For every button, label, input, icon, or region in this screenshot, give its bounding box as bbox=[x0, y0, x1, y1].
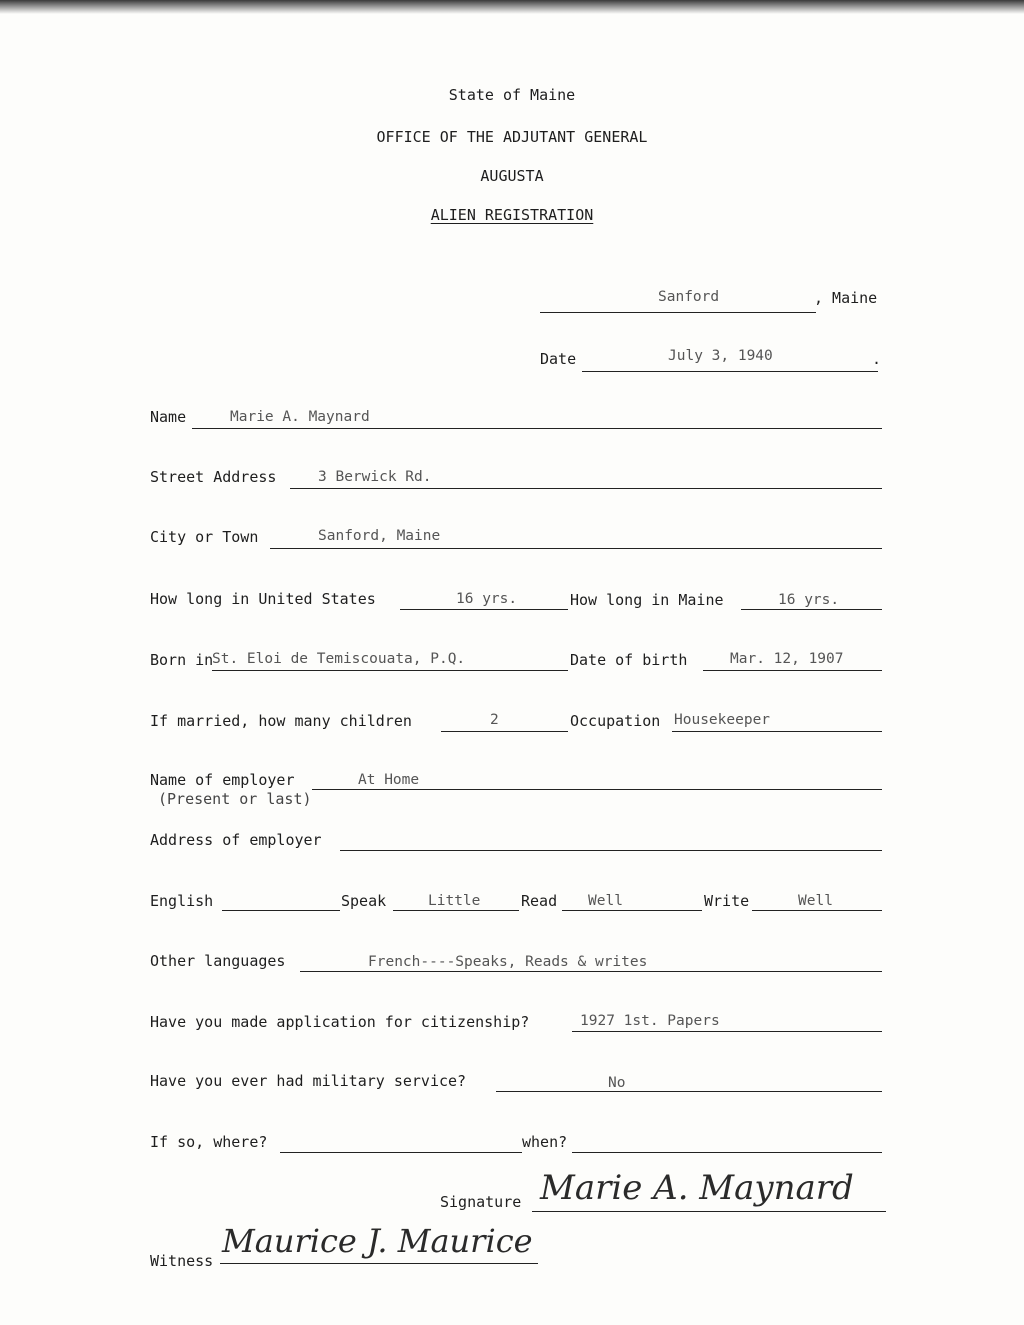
city-line bbox=[270, 548, 882, 549]
signature-value: Marie A. Maynard bbox=[540, 1168, 854, 1208]
military-value: No bbox=[608, 1075, 626, 1091]
name-value: Marie A. Maynard bbox=[230, 409, 370, 425]
city-value: Sanford, Maine bbox=[318, 528, 441, 544]
occupation-line bbox=[672, 731, 882, 732]
dob-label: Date of birth bbox=[570, 651, 688, 669]
signature-label: Signature bbox=[440, 1193, 522, 1211]
other-languages-label: Other languages bbox=[150, 952, 286, 970]
where-label: If so, where? bbox=[150, 1133, 268, 1151]
date-label: Date bbox=[540, 350, 577, 368]
header-city: AUGUSTA bbox=[480, 167, 544, 185]
witness-line bbox=[220, 1263, 538, 1264]
name-label: Name bbox=[150, 408, 187, 426]
header-state: State of Maine bbox=[448, 86, 576, 104]
employer-name-line bbox=[312, 789, 882, 790]
signature-line bbox=[532, 1211, 886, 1212]
born-in-line bbox=[212, 670, 568, 671]
children-label: If married, how many children bbox=[150, 712, 412, 730]
employer-address-line bbox=[340, 850, 882, 851]
city-label: City or Town bbox=[150, 528, 259, 546]
citizenship-line bbox=[572, 1031, 882, 1032]
write-line bbox=[752, 910, 882, 911]
name-line bbox=[192, 428, 882, 429]
military-line bbox=[496, 1091, 882, 1092]
speak-line bbox=[393, 910, 519, 911]
street-label: Street Address bbox=[150, 468, 277, 486]
form-title: ALIEN REGISTRATION bbox=[430, 206, 594, 224]
citizenship-value: 1927 1st. Papers bbox=[580, 1013, 720, 1029]
english-line bbox=[222, 910, 340, 911]
other-languages-value: French----Speaks, Reads & writes bbox=[368, 954, 648, 970]
location-value: Sanford bbox=[658, 289, 720, 305]
other-languages-line bbox=[300, 971, 882, 972]
witness-label: Witness bbox=[150, 1252, 214, 1270]
occupation-label: Occupation bbox=[570, 712, 661, 730]
employer-name-label: Name of employer bbox=[150, 771, 295, 789]
born-in-value: St. Eloi de Temiscouata, P.Q. bbox=[212, 651, 466, 667]
write-value: Well bbox=[798, 893, 833, 909]
children-line bbox=[441, 731, 568, 732]
born-in-label: Born in bbox=[150, 651, 214, 669]
occupation-value: Housekeeper bbox=[674, 712, 771, 728]
location-suffix: , Maine bbox=[814, 289, 878, 307]
date-end-mark: . bbox=[872, 350, 882, 368]
english-label: English bbox=[150, 892, 214, 910]
date-line bbox=[582, 371, 878, 372]
header-office: OFFICE OF THE ADJUTANT GENERAL bbox=[376, 128, 648, 146]
citizenship-label: Have you made application for citizenship? bbox=[150, 1013, 530, 1031]
when-line bbox=[572, 1152, 882, 1153]
how-long-us-label: How long in United States bbox=[150, 590, 376, 608]
read-value: Well bbox=[588, 893, 623, 909]
speak-label: Speak bbox=[341, 892, 387, 910]
street-value: 3 Berwick Rd. bbox=[318, 469, 432, 485]
how-long-maine-label: How long in Maine bbox=[570, 591, 724, 609]
date-value: July 3, 1940 bbox=[668, 348, 773, 364]
employer-address-label: Address of employer bbox=[150, 831, 322, 849]
how-long-maine-value: 16 yrs. bbox=[778, 592, 840, 608]
children-value: 2 bbox=[490, 712, 499, 728]
dob-line bbox=[703, 670, 882, 671]
where-line bbox=[280, 1152, 522, 1153]
location-line bbox=[540, 312, 816, 313]
how-long-us-line bbox=[400, 609, 568, 610]
speak-value: Little bbox=[428, 893, 481, 909]
military-label: Have you ever had military service? bbox=[150, 1072, 467, 1090]
employer-name-value: At Home bbox=[358, 772, 420, 788]
how-long-us-value: 16 yrs. bbox=[456, 591, 518, 607]
employer-name-sublabel: (Present or last) bbox=[158, 790, 312, 808]
dob-value: Mar. 12, 1907 bbox=[730, 651, 844, 667]
when-label: when? bbox=[522, 1133, 568, 1151]
read-label: Read bbox=[521, 892, 558, 910]
write-label: Write bbox=[704, 892, 750, 910]
how-long-maine-line bbox=[741, 609, 882, 610]
scan-edge bbox=[0, 0, 1024, 14]
street-line bbox=[290, 488, 882, 489]
witness-value: Maurice J. Maurice bbox=[222, 1222, 533, 1260]
read-line bbox=[562, 910, 702, 911]
